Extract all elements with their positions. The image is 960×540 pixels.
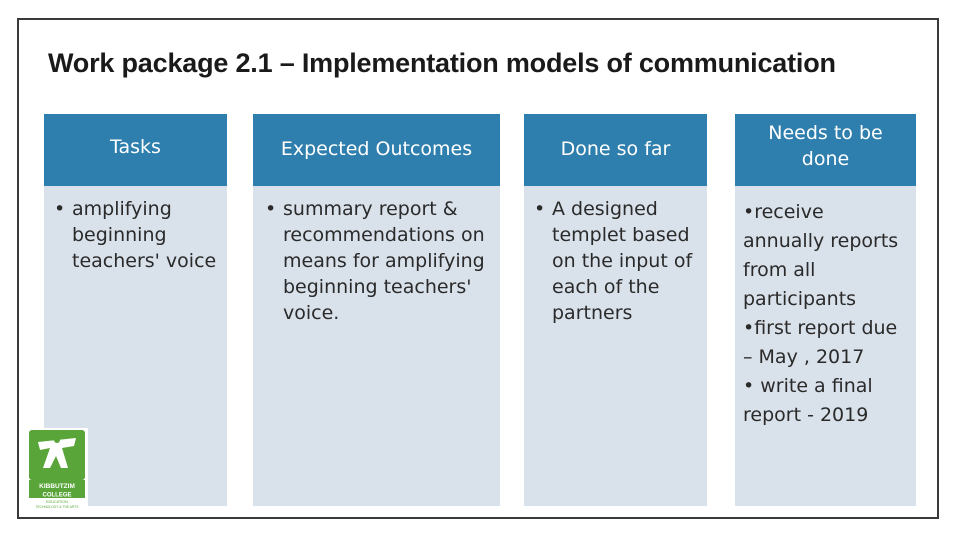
list-item-text: amplifying beginning teachers' voice bbox=[72, 198, 217, 272]
svg-text:KIBBUTZIM: KIBBUTZIM bbox=[39, 483, 75, 490]
college-logo-graphic bbox=[28, 428, 88, 510]
list-line: participants bbox=[743, 288, 857, 310]
svg-text:TECHNOLOGY & THE ARTS: TECHNOLOGY & THE ARTS bbox=[35, 505, 79, 509]
college-logo bbox=[28, 428, 88, 510]
list-item bbox=[265, 196, 490, 326]
column-header-label: Needs to be done bbox=[768, 122, 883, 170]
list-line: • write a final bbox=[743, 375, 873, 397]
column-header-tasks bbox=[44, 114, 227, 186]
list-line: annually reports bbox=[743, 230, 899, 252]
bullet-glyph: • bbox=[534, 198, 546, 220]
column-body-done-so-far bbox=[524, 186, 707, 506]
list-line: – May , 2017 bbox=[743, 346, 865, 368]
column-header-label: Tasks bbox=[110, 136, 161, 159]
column-body-needs-to-be-done bbox=[735, 186, 916, 506]
column-header-done-so-far bbox=[524, 114, 707, 186]
slide-title: Work package 2.1 – Implementation models of communication bbox=[48, 48, 836, 78]
svg-text:EDUCATION: EDUCATION bbox=[45, 500, 69, 504]
svg-text:COLLEGE: COLLEGE bbox=[42, 492, 72, 499]
column-done-so-far bbox=[524, 114, 707, 506]
column-header-label: Expected Outcomes bbox=[280, 138, 473, 161]
list-line: report - 2019 bbox=[743, 404, 869, 426]
bullet-glyph: • bbox=[265, 198, 277, 220]
column-expected-outcomes bbox=[253, 114, 500, 506]
list-item bbox=[534, 196, 699, 326]
list-item-text: A designed templet based on the input of each of the partners bbox=[552, 198, 693, 324]
column-body-expected-outcomes bbox=[253, 186, 500, 506]
bullet-glyph: • bbox=[54, 198, 66, 220]
column-needs-to-be-done bbox=[735, 114, 916, 506]
list-line: from all bbox=[743, 259, 816, 281]
list-item-text: summary report & recommendations on means for amplifying beginning teachers' voice. bbox=[283, 198, 485, 324]
list-line: •first report due bbox=[743, 317, 898, 339]
column-header-needs-to-be-done bbox=[735, 114, 916, 186]
list-line: •receive bbox=[743, 201, 824, 223]
column-header-expected-outcomes bbox=[253, 114, 500, 186]
column-header-label: Done so far bbox=[560, 138, 671, 161]
list-item bbox=[54, 196, 217, 274]
